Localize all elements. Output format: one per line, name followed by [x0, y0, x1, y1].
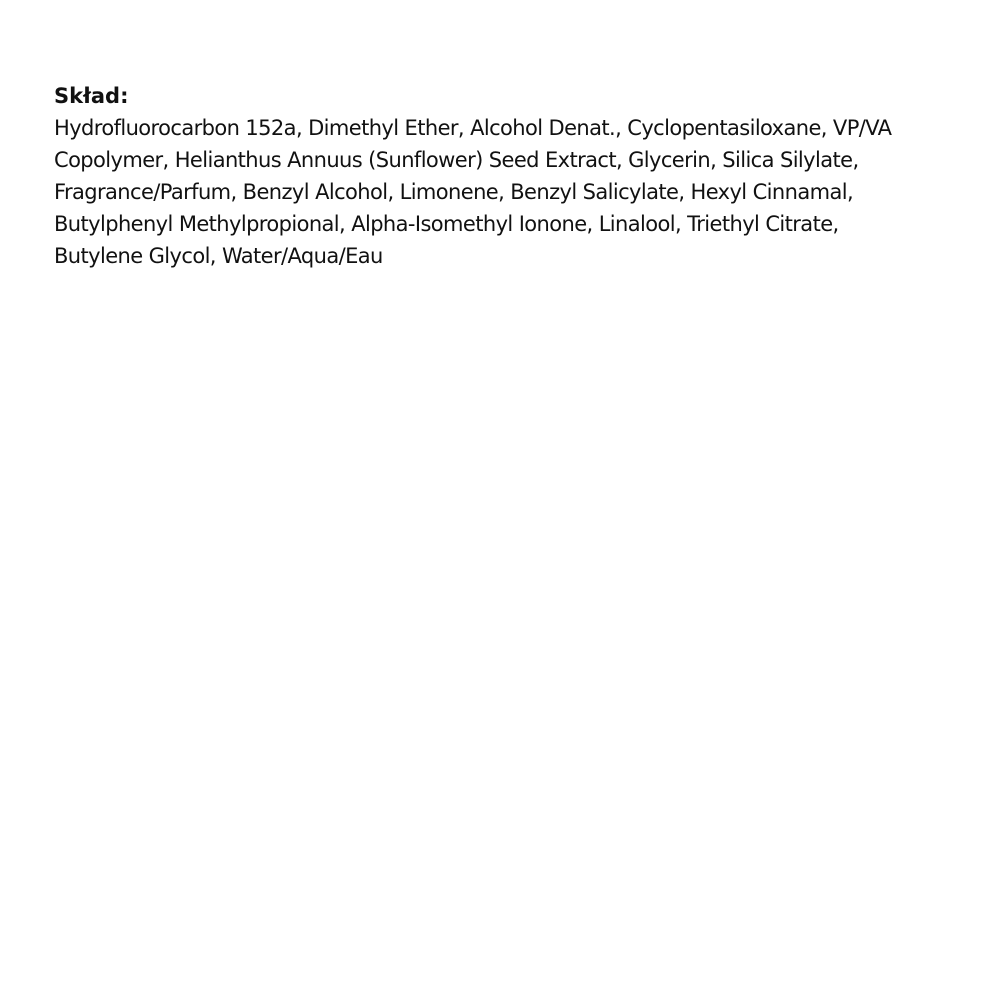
- ingredients-heading: Skład:: [54, 84, 129, 108]
- ingredients-block: [54, 80, 974, 272]
- ingredients-line: Hydrofluorocarbon 152a, Dimethyl Ether, Alcohol Denat., Cyclopentasiloxane, VP/VA: [54, 116, 892, 140]
- ingredients-line: Fragrance/Parfum, Benzyl Alcohol, Limonene, Benzyl Salicylate, Hexyl Cinnamal,: [54, 180, 854, 204]
- ingredients-line: Copolymer, Helianthus Annuus (Sunflower) Seed Extract, Glycerin, Silica Silylate,: [54, 148, 859, 172]
- ingredients-line: Butylene Glycol, Water/Aqua/Eau: [54, 244, 383, 268]
- ingredients-line: Butylphenyl Methylpropional, Alpha-Isomethyl Ionone, Linalool, Triethyl Citrate,: [54, 212, 839, 236]
